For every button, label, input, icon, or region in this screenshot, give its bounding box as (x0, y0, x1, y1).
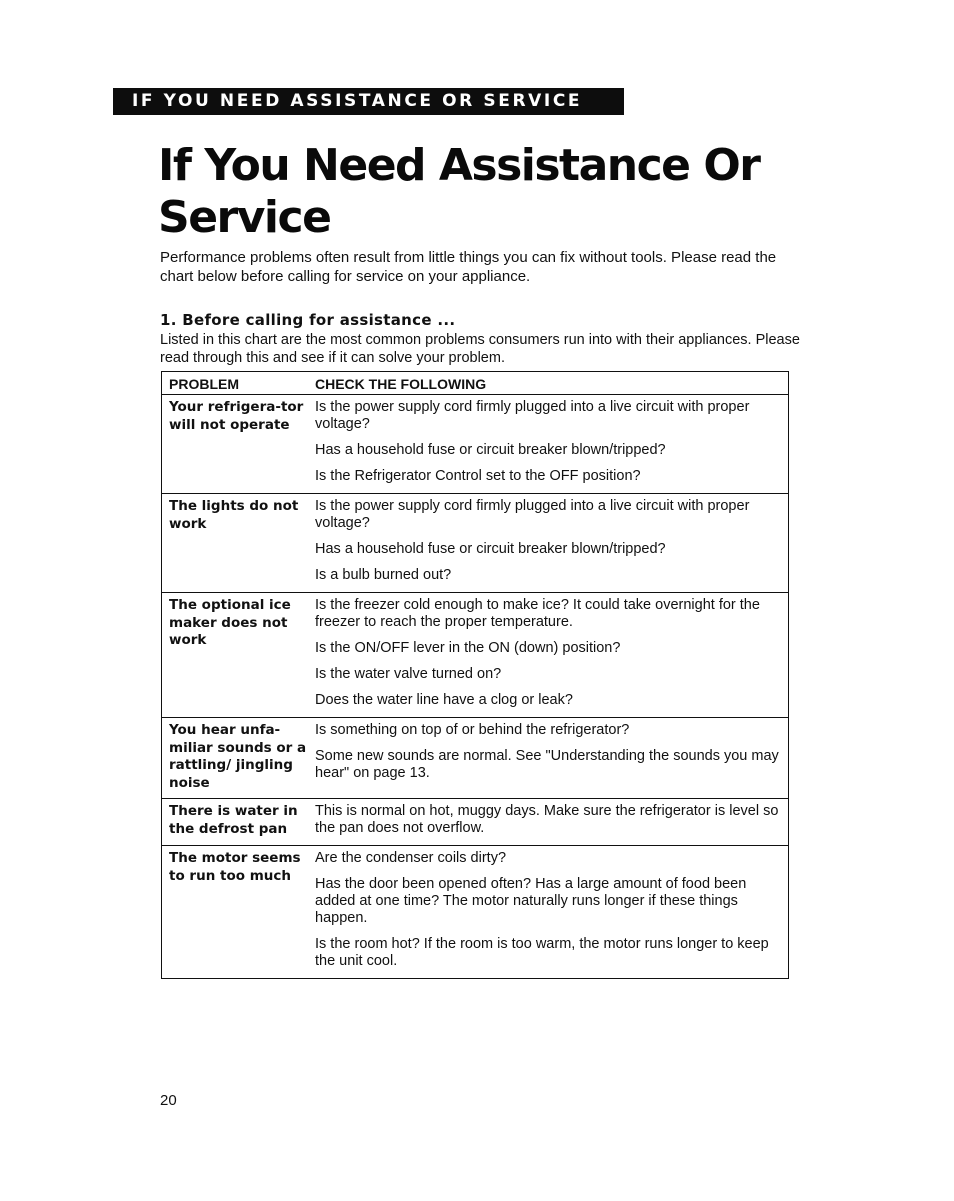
check-item: Is the room hot? If the room is too warm, the motor runs longer to keep the unit cool. (315, 936, 769, 969)
check-item: Is the freezer cold enough to make ice? It could take overnight for the freezer to reach the proper temperature. (315, 597, 760, 630)
check-item: Has a household fuse or circuit breaker blown/tripped? (315, 442, 666, 458)
troubleshooting-table (161, 371, 789, 979)
problem-cell: You hear unfa-miliar sounds or a rattling/ jingling noise (169, 722, 307, 791)
table-row (162, 845, 788, 978)
problem-cell: There is water in the defrost pan (169, 803, 298, 837)
check-item: Some new sounds are normal. See "Understanding the sounds you may hear" on page 13. (315, 748, 779, 781)
check-item: Is the Refrigerator Control set to the OFF position? (315, 468, 641, 484)
check-item: Has a household fuse or circuit breaker blown/tripped? (315, 541, 666, 557)
problem-cell: The optional ice maker does not work (169, 597, 291, 648)
checks-cell (307, 718, 788, 798)
problem-cell: Your refrigera-tor will not operate (169, 399, 304, 433)
table-row (162, 592, 788, 717)
header-problem: PROBLEM (169, 376, 239, 392)
problem-cell: The motor seems to run too much (169, 850, 301, 884)
table-row (162, 798, 788, 845)
table-row (162, 493, 788, 592)
check-item: Is the power supply cord firmly plugged into a live circuit with proper voltage? (315, 399, 750, 432)
table-header-row (162, 372, 788, 394)
section-description: Listed in this chart are the most common problems consumers run into with their appliances. Please read through this and see if it can solve your problem. (160, 332, 800, 366)
check-item: Are the condenser coils dirty? (315, 850, 507, 866)
header-check-following: CHECK THE FOLLOWING (315, 376, 487, 392)
checks-cell (307, 395, 788, 493)
section-heading: 1. Before calling for assistance ... (160, 311, 456, 329)
check-item: Is the water valve turned on? (315, 666, 502, 682)
check-item: Has the door been opened often? Has a large amount of food been added at one time? The motor naturally runs longer if these things happen. (315, 876, 747, 926)
page-number: 20 (160, 1092, 177, 1109)
checks-cell (307, 846, 788, 978)
table-row (162, 717, 788, 798)
section-banner: IF YOU NEED ASSISTANCE OR SERVICE (113, 88, 624, 115)
intro-paragraph: Performance problems often result from little things you can fix without tools. Please read the chart below before calling for service on your appliance. (160, 249, 777, 285)
check-item: This is normal on hot, muggy days. Make sure the refrigerator is level so the pan does not overflow. (315, 803, 779, 836)
check-item: Is a bulb burned out? (315, 567, 452, 583)
check-item: Is the ON/OFF lever in the ON (down) position? (315, 640, 621, 656)
checks-cell (307, 799, 788, 845)
page-title: If You Need Assistance Or Service (158, 140, 760, 243)
check-item: Does the water line have a clog or leak? (315, 692, 573, 708)
checks-cell (307, 593, 788, 717)
checks-cell (307, 494, 788, 592)
problem-cell: The lights do not work (169, 498, 299, 532)
check-item: Is the power supply cord firmly plugged into a live circuit with proper voltage? (315, 498, 750, 531)
check-item: Is something on top of or behind the refrigerator? (315, 722, 630, 738)
table-row (162, 394, 788, 493)
